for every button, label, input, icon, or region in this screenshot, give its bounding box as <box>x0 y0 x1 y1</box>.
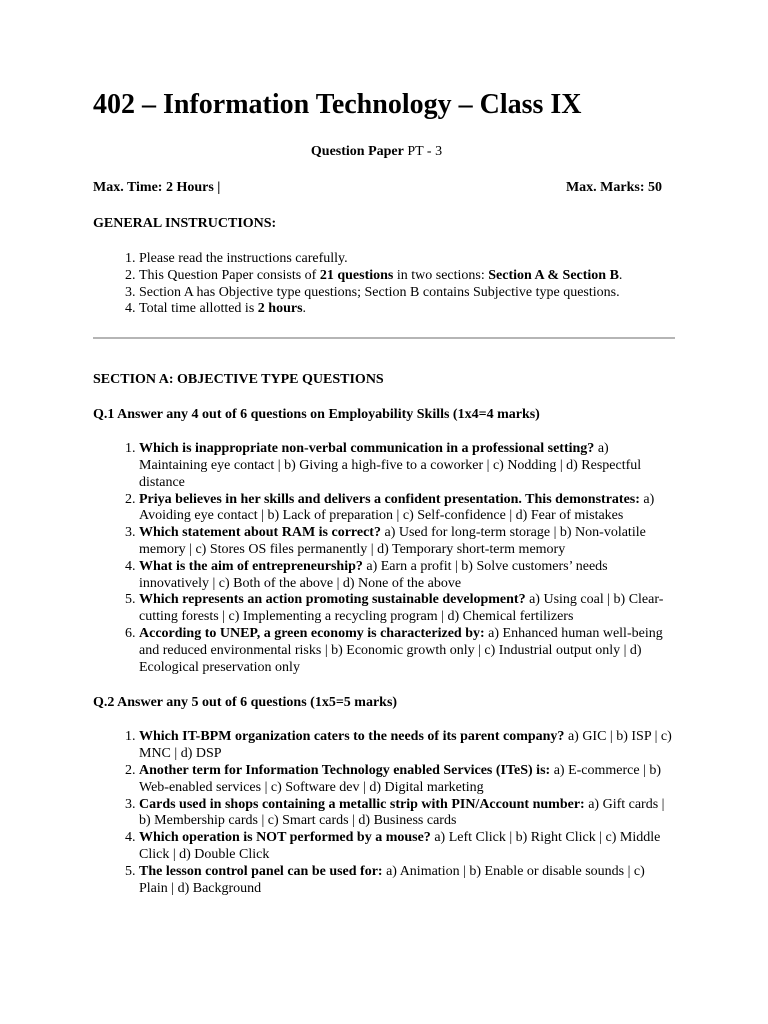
question-text: Cards used in shops containing a metallic strip with PIN/Account number: <box>139 796 585 812</box>
question-options: a) Using coal | b) Clear-cutting forests | c) Implementing a recycling program | d) Chemical fertilizers <box>139 592 664 625</box>
instruction-text: Total time allotted is <box>139 301 258 317</box>
instruction-item: 3. Section A has Objective type questions; Section B contains Subjective type questions. <box>139 285 675 302</box>
instruction-text: . <box>302 301 307 317</box>
max-marks: Max. Marks: 50 <box>565 180 662 195</box>
instruction-item <box>139 301 675 318</box>
question-options: a) Left Click | b) Right Click | c) Middle Click | d) Double Click <box>139 830 661 862</box>
question-options: a) Animation | b) Enable or disable sounds | c) Plain | d) Background <box>139 863 645 896</box>
instructions-heading: GENERAL INSTRUCTIONS: <box>93 216 277 231</box>
question-options: a) Earn a profit | b) Solve customers’ needs innovatively | c) Both of the above | d) None of the above <box>139 558 608 591</box>
document-title: 402 – Information Technology – Class IX <box>93 89 582 120</box>
question-item <box>139 592 675 626</box>
paper-label-text: Question Paper <box>310 144 404 159</box>
question-options: a) Used for long-term storage | b) Non-volatile memory | c) Stores OS files permanently | d) Temporary short-term memory <box>139 525 646 557</box>
question-item <box>139 729 675 763</box>
question-options: a) Avoiding eye contact | b) Lack of preparation | c) Self-confidence | d) Fear of mistakes <box>139 491 655 524</box>
question-text: Another term for Information Technology enabled Services (ITeS) is: <box>139 762 551 778</box>
question-item <box>139 626 675 676</box>
question-text: Which IT-BPM organization caters to the needs of its parent company? <box>139 729 565 745</box>
question-text: Priya believes in her skills and delivers a confident presentation. This demonstrates: <box>139 491 640 507</box>
question-item <box>139 559 675 593</box>
instruction-emphasis: Section A & Section B <box>488 267 619 283</box>
instructions-list <box>93 251 675 318</box>
question-item <box>139 492 675 526</box>
question-options: a) GIC | b) ISP | c) MNC | d) DSP <box>139 729 672 762</box>
question-text: Which represents an action promoting sustainable development? <box>139 592 526 608</box>
question-text: Which is inappropriate non-verbal communication in a professional setting? <box>139 441 595 457</box>
question-item <box>139 441 675 491</box>
question-text: Which operation is NOT performed by a mouse? <box>139 830 431 846</box>
instruction-emphasis: 21 questions <box>319 267 394 283</box>
question-options: a) Enhanced human well-being and reduced environmental risks | b) Economic growth only | c) Industrial output only | d) Ecological preservation only <box>139 625 663 675</box>
question-item <box>139 830 675 864</box>
q1-list <box>93 441 675 676</box>
paper-code: PT - 3 <box>407 144 443 159</box>
instruction-text: This Question Paper consists of <box>139 267 320 283</box>
instruction-emphasis: 2 hours <box>257 301 303 317</box>
q2-list <box>93 729 675 897</box>
question-options: a) Gift cards | b) Membership cards | c) Smart cards | d) Business cards <box>139 796 665 829</box>
question-options: a) E-commerce | b) Web-enabled services | c) Software dev | d) Digital marketing <box>139 762 662 795</box>
question-text: According to UNEP, a green economy is characterized by: <box>139 625 485 641</box>
section-divider <box>93 337 675 339</box>
question-text: Which statement about RAM is correct? <box>139 525 381 541</box>
question-item <box>139 525 675 559</box>
instruction-item <box>139 268 675 285</box>
question-text: The lesson control panel can be used for: <box>139 863 383 879</box>
q1-heading: Q.1 Answer any 4 out of 6 questions on Employability Skills (1x4=4 marks) <box>93 407 540 423</box>
paper-label <box>78 144 675 160</box>
instruction-item: 1. Please read the instructions carefully. <box>139 251 675 268</box>
instruction-text: in two sections: <box>393 267 489 283</box>
max-time: Max. Time: 2 Hours | <box>93 180 221 195</box>
meta-row <box>93 180 675 196</box>
question-options: a) Maintaining eye contact | b) Giving a high-five to a coworker | c) Nodding | d) Respectful distance <box>139 441 642 490</box>
question-item <box>139 797 675 831</box>
question-item <box>139 763 675 797</box>
instruction-text: . <box>618 267 623 283</box>
section-a-heading: SECTION A: OBJECTIVE TYPE QUESTIONS <box>93 372 384 388</box>
question-item <box>139 864 675 898</box>
q2-heading: Q.2 Answer any 5 out of 6 questions (1x5=5 marks) <box>93 695 398 711</box>
question-text: What is the aim of entrepreneurship? <box>139 558 363 574</box>
